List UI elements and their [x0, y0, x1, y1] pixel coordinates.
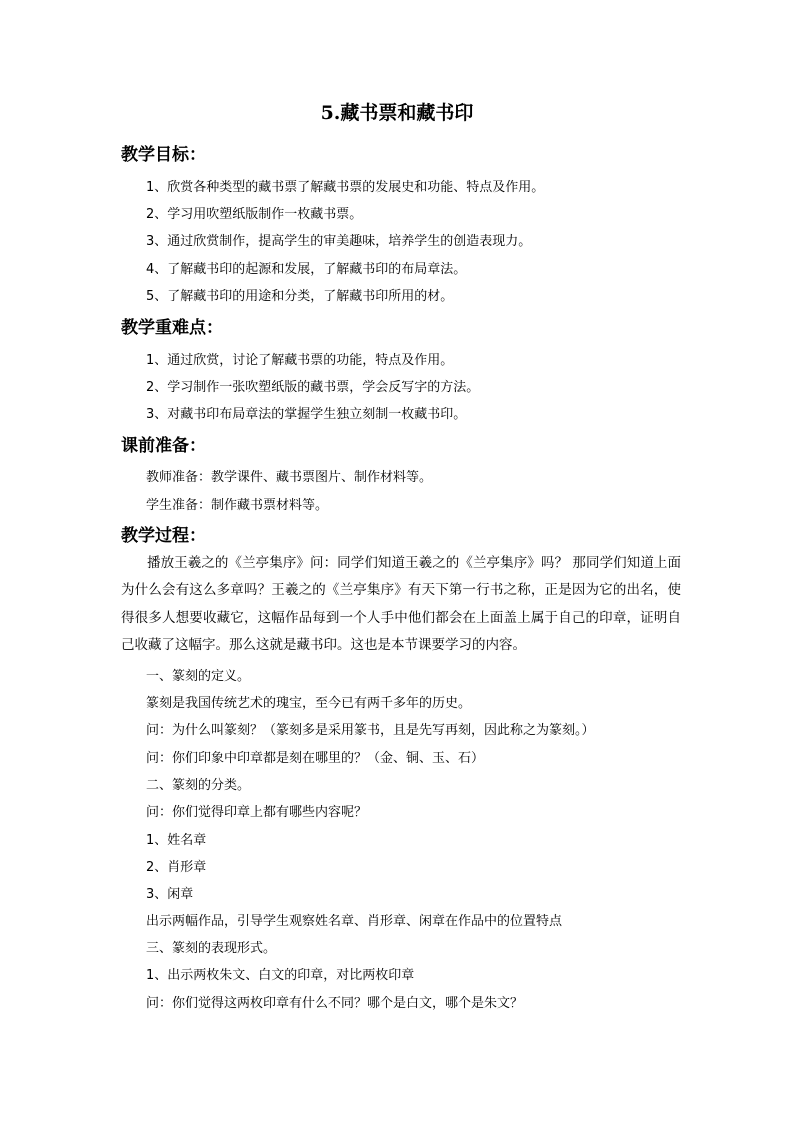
- section-heading-key-points: 教学重难点：: [121, 318, 223, 338]
- process-item: 2、肖形章: [146, 860, 207, 875]
- key-point-item: 2、学习制作一张吹塑纸版的藏书票，学会反写字的方法。: [146, 380, 480, 395]
- key-point-item: 1、通过欣赏，讨论了解藏书票的功能，特点及作用。: [146, 353, 454, 368]
- process-item: 1、出示两枚朱文、白文的印章，对比两枚印章: [146, 968, 415, 983]
- objective-item: 2、学习用吹塑纸版制作一枚藏书票。: [146, 207, 363, 222]
- process-item: 出示两幅作品，引导学生观察姓名章、肖形章、闲章在作品中的位置特点: [146, 914, 563, 929]
- process-item: 3、闲章: [146, 887, 194, 902]
- process-item: 1、姓名章: [146, 833, 207, 848]
- process-item: 二、篆刻的分类。: [146, 778, 251, 793]
- process-intro-paragraph: 播放王羲之的《兰亭集序》问：同学们知道王羲之的《兰亭集序》吗？ 那同学们知道上面为什么会有这么多章吗？王羲之的《兰亭集序》有天下第一行书之称，正是因为它的出名，使得很多人想要收藏它，这幅作品每到一个人手中他们都会在上面盖上属于自己的印章，证明自己收藏了这幅字。那么这就是藏书印。这也是本节课要学习的内容。: [121, 555, 681, 653]
- objective-item: 1、欣赏各种类型的藏书票了解藏书票的发展史和功能、特点及作用。: [146, 180, 545, 195]
- section-heading-preparation: 课前准备：: [121, 436, 206, 456]
- objective-item: 5、了解藏书印的用途和分类，了解藏书印所用的材。: [146, 289, 454, 304]
- process-item: 问：你们觉得这两枚印章有什么不同？哪个是白文，哪个是朱文？: [146, 996, 524, 1011]
- process-item: 问：你们印象中印章都是刻在哪里的？（金、铜、玉、石）: [146, 751, 485, 766]
- preparation-item: 教师准备：教学课件、藏书票图片、制作材料等。: [146, 470, 433, 485]
- section-heading-objectives: 教学目标：: [121, 145, 206, 165]
- objective-item: 3、通过欣赏制作，提高学生的审美趣味，培养学生的创造表现力。: [146, 234, 532, 249]
- section-heading-process: 教学过程：: [121, 526, 206, 546]
- process-item: 问：你们觉得印章上都有哪些内容呢？: [146, 805, 368, 820]
- process-item: 一、篆刻的定义。: [146, 669, 251, 684]
- document-title: 5.藏书票和藏书印: [320, 102, 474, 124]
- process-item: 篆刻是我国传统艺术的瑰宝，至今已有两千多年的历史。: [146, 696, 472, 711]
- objective-item: 4、了解藏书印的起源和发展，了解藏书印的布局章法。: [146, 262, 467, 277]
- process-item: 问：为什么叫篆刻？（篆刻多是采用篆书，且是先写再刻，因此称之为篆刻。）: [146, 723, 595, 738]
- preparation-item: 学生准备：制作藏书票材料等。: [146, 498, 329, 513]
- process-item: 三、篆刻的表现形式。: [146, 941, 277, 956]
- key-point-item: 3、对藏书印布局章法的掌握学生独立刻制一枚藏书印。: [146, 407, 467, 422]
